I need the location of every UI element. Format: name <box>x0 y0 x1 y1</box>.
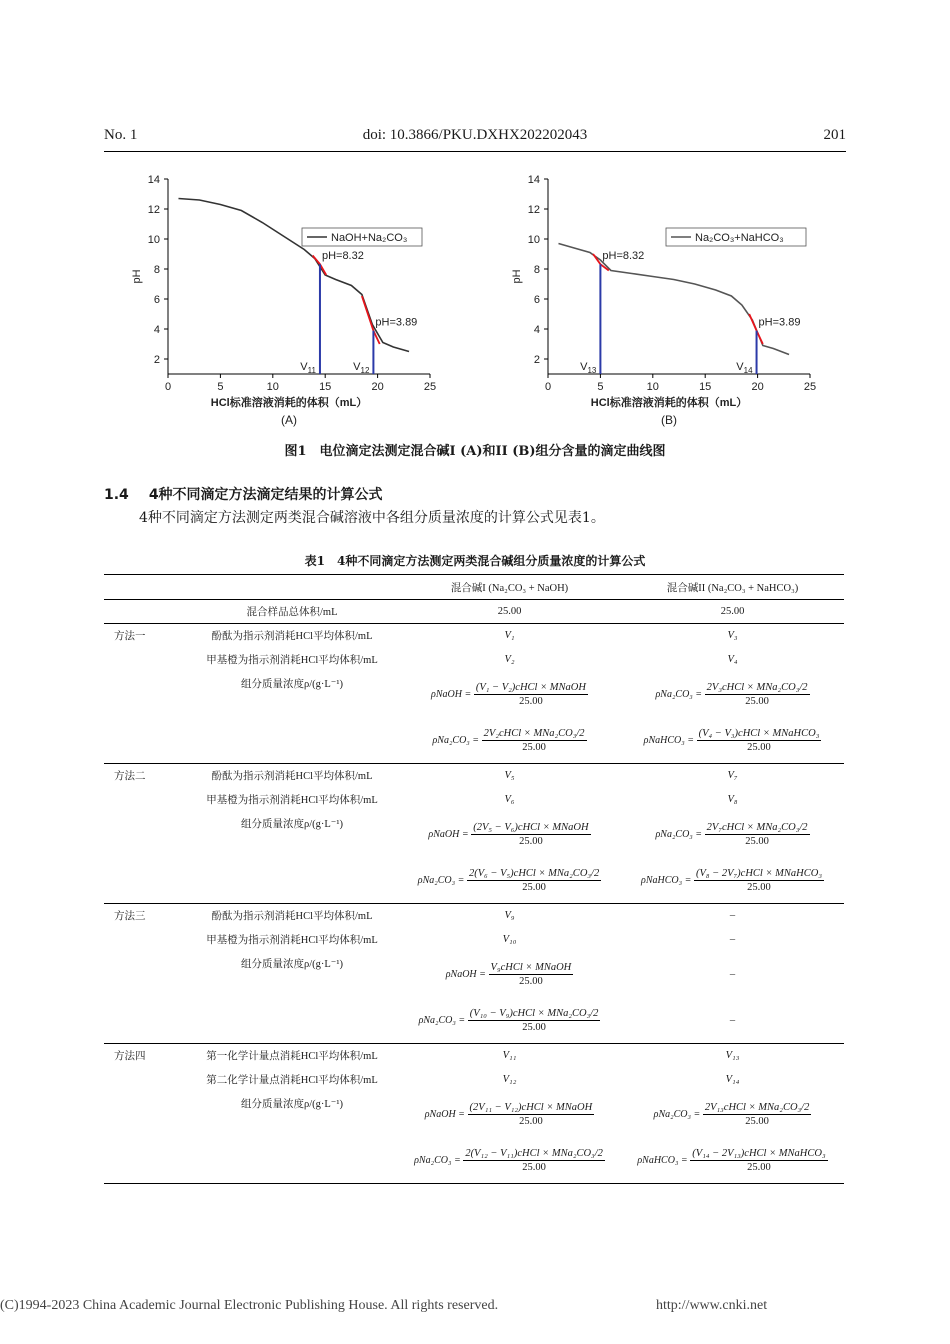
formula-lhs: ρNaHCO₃ = <box>637 1154 688 1166</box>
endpoint-label: $V_{14}$ <box>736 361 753 375</box>
volume-value: V₈ <box>727 794 738 805</box>
x-axis-label: HCl标准溶液消耗的体积（mL） <box>210 397 368 409</box>
ph-annotation: pH=3.89 <box>375 316 418 329</box>
table-row <box>104 928 844 952</box>
table-row <box>104 998 844 1044</box>
y-axis-label: pH <box>131 269 143 284</box>
y-tick-label: 8 <box>153 264 160 276</box>
formula-denominator: 25.00 <box>522 881 546 893</box>
y-tick-label: 12 <box>147 204 160 216</box>
y-tick-label: 14 <box>147 174 160 186</box>
formula-denominator: 25.00 <box>745 836 769 847</box>
y-tick-label: 10 <box>147 234 160 246</box>
volume-value: V₆ <box>504 794 515 805</box>
formula-numerator: V₉cHCl × MNaOH <box>490 962 572 973</box>
y-tick-label: 8 <box>533 264 540 276</box>
row-label: 甲基橙为指示剂消耗HCl平均体积/mL <box>206 935 378 946</box>
row-label: 酚酞为指示剂消耗HCl平均体积/mL <box>186 624 398 648</box>
section-paragraph: 4种不同滴定方法测定两类混合碱溶液中各组分质量浓度的计算公式见表1。 <box>139 510 605 526</box>
x-tick-label: 15 <box>699 381 712 393</box>
table-row <box>104 1138 844 1184</box>
section-heading <box>104 484 383 504</box>
volume-value: – <box>729 934 736 945</box>
formula-cell <box>398 858 621 904</box>
total-I: 25.00 <box>398 600 621 624</box>
table-row <box>104 858 844 904</box>
panel-label: (B) <box>661 413 677 427</box>
header-rule <box>104 151 846 152</box>
row-label: 甲基橙为指示剂消耗HCl平均体积/mL <box>206 795 378 806</box>
formula-lhs: ρNa₂CO₃ = <box>417 874 465 886</box>
formula-cell <box>621 858 844 904</box>
formula-lhs: ρNa₂CO₃ = <box>418 1014 466 1026</box>
footer-copyright: (C)1994-2023 China Academic Journal Electronic Publishing House. All rights reserved. <box>0 1298 499 1313</box>
chart-b <box>480 160 820 435</box>
formula-lhs: ρNa₂CO₃ = <box>414 1154 461 1166</box>
x-tick-label: 20 <box>751 381 764 393</box>
table-row <box>104 718 844 764</box>
formula-numerator: (V₄ − V₃)cHCl × MNaHCO₃ <box>698 727 820 739</box>
table-row <box>104 764 844 788</box>
formula-numerator: (V₈ − 2V₇)cHCl × MNaHCO₃ <box>695 867 822 879</box>
volume-value: V₇ <box>621 764 844 788</box>
formula-numerator: (2V₅ − V₆)cHCl × MNaOH <box>473 822 589 833</box>
x-tick-label: 5 <box>597 381 604 393</box>
section-title: 4种不同滴定方法滴定结果的计算公式 <box>148 487 383 503</box>
formula-cell <box>398 1092 621 1138</box>
volume-value: V₄ <box>727 654 738 665</box>
y-tick-label: 6 <box>153 294 160 306</box>
formula-denominator: 25.00 <box>522 1021 546 1033</box>
volume-value: V₁₀ <box>502 934 517 945</box>
formula-table <box>104 574 844 1184</box>
col-header-II: 混合碱II (Na₂CO₃ + NaHCO₃) <box>621 575 844 600</box>
table-row <box>104 812 844 858</box>
journal-issue: No. 1 <box>104 127 138 143</box>
volume-value: V₂ <box>504 654 515 665</box>
formula-denominator: 25.00 <box>519 696 543 707</box>
table-row <box>104 672 844 718</box>
formula-cell <box>621 812 844 858</box>
volume-value: V₁₃ <box>621 1044 844 1068</box>
table-caption: 表1 4种不同滴定方法测定两类混合碱组分质量浓度的计算公式 <box>304 554 646 568</box>
figure-caption: 图1 电位滴定法测定混合碱I (A)和II (B)组分含量的滴定曲线图 <box>284 444 666 459</box>
page-number: 201 <box>823 127 846 143</box>
formula-lhs: ρNa₂CO₃ = <box>432 734 480 746</box>
y-tick-label: 4 <box>153 324 160 336</box>
formula-denominator: 25.00 <box>519 836 543 847</box>
volume-value: V₁ <box>398 624 621 648</box>
x-tick-label: 15 <box>319 381 332 393</box>
x-tick-label: 25 <box>803 381 817 393</box>
x-tick-label: 25 <box>423 381 437 393</box>
y-tick-label: 2 <box>153 354 160 366</box>
total-II: 25.00 <box>621 600 844 624</box>
x-tick-label: 0 <box>164 381 172 393</box>
table-row <box>104 952 844 998</box>
panel-label: (A) <box>281 413 297 427</box>
ph-annotation: pH=8.32 <box>321 250 364 263</box>
y-tick-label: 10 <box>527 234 540 246</box>
formula-cell <box>621 1138 844 1184</box>
row-label: 组分质量浓度ρ/(g·L⁻¹) <box>240 678 343 690</box>
formula-lhs: ρNaOH = <box>424 1109 465 1120</box>
x-tick-label: 10 <box>646 381 659 393</box>
footer-url: http://www.cnki.net <box>656 1298 768 1313</box>
formula-cell <box>398 952 621 998</box>
formula-lhs: ρNaOH = <box>428 829 469 840</box>
row-label: 组分质量浓度ρ/(g·L⁻¹) <box>240 958 343 970</box>
x-tick-label: 5 <box>217 381 224 393</box>
formula-numerator: 2V₇cHCl × MNa₂CO₃/2 <box>706 822 808 833</box>
section-number: 1.4 <box>104 487 129 503</box>
formula-denominator: 25.00 <box>745 1116 769 1127</box>
formula-numerator: 2V₂cHCl × MNa₂CO₃/2 <box>483 727 585 739</box>
chart-a <box>100 160 440 435</box>
table-row <box>104 1044 844 1068</box>
endpoint-label: $V_{11}$ <box>300 361 316 375</box>
table-row <box>104 904 844 928</box>
row-label: 第一化学计量点消耗HCl平均体积/mL <box>186 1044 398 1068</box>
y-tick-label: 6 <box>533 294 540 306</box>
formula-cell <box>398 998 621 1044</box>
series-line <box>558 244 789 355</box>
formula-cell <box>398 718 621 764</box>
y-tick-label: 12 <box>527 204 540 216</box>
formula-lhs: ρNaHCO₃ = <box>641 874 692 886</box>
formula-denominator: 25.00 <box>747 881 771 893</box>
formula-numerator: (V₁₄ − 2V₁₃)cHCl × MNaHCO₃ <box>692 1147 826 1159</box>
formula-lhs: ρNaOH = <box>445 969 486 980</box>
volume-value: – <box>621 904 844 928</box>
volume-value: V₁₂ <box>502 1074 517 1085</box>
formula-lhs: ρNa₂CO₃ = <box>655 829 703 840</box>
endpoint-label: $V_{12}$ <box>353 361 370 375</box>
x-tick-label: 0 <box>544 381 552 393</box>
formula-cell <box>398 812 621 858</box>
formula-numerator: (V₁₀ − V₉)cHCl × MNa₂CO₃/2 <box>469 1007 599 1019</box>
col-header-I: 混合碱I (Na₂CO₃ + NaOH) <box>398 575 621 600</box>
formula-numerator: 2(V₁₂ − V₁₁)cHCl × MNa₂CO₃/2 <box>465 1147 603 1159</box>
volume-value: V₁₁ <box>398 1044 621 1068</box>
total-label: 混合样品总体积/mL <box>186 600 398 624</box>
volume-value: V₁₄ <box>725 1074 740 1085</box>
formula-numerator: (V₁ − V₂)cHCl × MNaOH <box>475 682 586 693</box>
table-row <box>104 1092 844 1138</box>
formula-denominator: 25.00 <box>519 976 543 987</box>
empty-dash: – <box>729 1014 736 1026</box>
formula-numerator: (2V₁₁ − V₁₂)cHCl × MNaOH <box>469 1102 593 1113</box>
y-axis-label: pH <box>511 269 523 284</box>
formula-denominator: 25.00 <box>522 1161 546 1173</box>
y-tick-label: 4 <box>533 324 540 336</box>
method-name: 方法二 <box>104 764 186 788</box>
legend-label: NaOH+Na₂CO₃ <box>331 232 408 244</box>
legend-label: Na₂CO₃+NaHCO₃ <box>695 232 784 244</box>
table-row-total <box>104 600 844 624</box>
method-name: 方法三 <box>104 904 186 928</box>
formula-cell <box>621 952 844 998</box>
table-header-row <box>104 575 844 600</box>
table-row <box>104 1068 844 1092</box>
y-tick-label: 14 <box>527 174 540 186</box>
volume-value: V₃ <box>621 624 844 648</box>
ph-annotation: pH=3.89 <box>758 316 801 329</box>
endpoint-label: $V_{13}$ <box>580 361 597 375</box>
row-label: 酚酞为指示剂消耗HCl平均体积/mL <box>186 764 398 788</box>
formula-cell <box>398 672 621 718</box>
volume-value: V₉ <box>398 904 621 928</box>
formula-cell <box>621 718 844 764</box>
formula-numerator: 2(V₆ − V₅)cHCl × MNa₂CO₃/2 <box>468 867 600 879</box>
formula-lhs: ρNa₂CO₃ = <box>653 1109 701 1120</box>
table-row <box>104 788 844 812</box>
formula-denominator: 25.00 <box>747 1161 771 1173</box>
empty-dash: – <box>729 969 736 980</box>
formula-lhs: ρNa₂CO₃ = <box>655 689 703 700</box>
formula-numerator: 2V₁₃cHCl × MNa₂CO₃/2 <box>704 1102 810 1113</box>
formula-cell <box>398 1138 621 1184</box>
formula-lhs: ρNaHCO₃ = <box>643 734 694 746</box>
row-label: 组分质量浓度ρ/(g·L⁻¹) <box>240 1098 343 1110</box>
row-label: 甲基橙为指示剂消耗HCl平均体积/mL <box>206 655 378 666</box>
y-tick-label: 2 <box>533 354 540 366</box>
doi: doi: 10.3866/PKU.DXHX202202043 <box>362 127 588 143</box>
formula-lhs: ρNaOH = <box>431 689 472 700</box>
x-tick-label: 10 <box>266 381 279 393</box>
row-label: 组分质量浓度ρ/(g·L⁻¹) <box>240 818 343 830</box>
row-label: 酚酞为指示剂消耗HCl平均体积/mL <box>186 904 398 928</box>
formula-cell <box>621 1092 844 1138</box>
method-name: 方法一 <box>104 624 186 648</box>
table-row <box>104 648 844 672</box>
formula-denominator: 25.00 <box>519 1116 543 1127</box>
x-tick-label: 20 <box>371 381 384 393</box>
method-name: 方法四 <box>104 1044 186 1068</box>
formula-denominator: 25.00 <box>522 741 546 753</box>
table-row <box>104 624 844 648</box>
formula-cell <box>621 672 844 718</box>
formula-cell <box>621 998 844 1044</box>
formula-denominator: 25.00 <box>745 696 769 707</box>
formula-numerator: 2V₃cHCl × MNa₂CO₃/2 <box>706 682 808 693</box>
formula-denominator: 25.00 <box>747 741 771 753</box>
row-label: 第二化学计量点消耗HCl平均体积/mL <box>206 1075 378 1086</box>
volume-value: V₅ <box>398 764 621 788</box>
x-axis-label: HCl标准溶液消耗的体积（mL） <box>590 397 748 409</box>
ph-annotation: pH=8.32 <box>602 250 645 263</box>
